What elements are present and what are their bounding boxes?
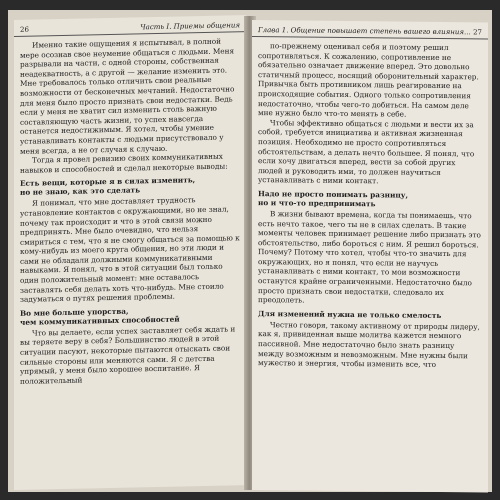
right-page xyxy=(252,20,488,492)
section-heading xyxy=(258,189,482,209)
section-heading-line: Есть вещи, которые я в силах изменить, xyxy=(20,175,196,189)
section-heading xyxy=(258,309,482,320)
left-page-body xyxy=(14,32,246,386)
section-heading-line: но и что-то предпринимать xyxy=(258,197,376,209)
section-heading-line: Для изменений нужна не только смелость xyxy=(258,308,442,320)
paragraph: Тогда я провел ревизию своих коммуникативных навыков и способностей и сделал некоторые выводы: xyxy=(20,151,228,175)
section-heading xyxy=(20,175,240,198)
paragraph: Я понимал, что мне доставляет трудность установление контактов с окружающими, но не знал, почему так происходит и что в этой связи можно предпринять. Мне было очевидно, что нельзя смириться с тем, что я не смогу общаться за помощью к кому-нибудь из моего круга общения, но эти люди и сами не обладали должными коммуникативными навыками. Я понял, что в этой ситуации был только один положительный момент: мне оставалось заставлять себя делать хоть что-нибудь. Мне стоило задуматься о путях решения проблемы. xyxy=(20,195,240,305)
left-running-head: Часть I. Приемы общения xyxy=(140,21,240,32)
section-heading-line: Надо не просто понимать разницу, xyxy=(258,188,408,200)
section-heading-line: чем коммуникативных способностей xyxy=(20,314,180,327)
paragraph: Что вы делаете, если успех заставляет себя ждать и вы теряете веру в себя? Большинство людей в этой ситуации пасуют, некоторые пытаются отыскать свои сильные стороны или меняются сами. Я с детства упрямый, у меня было хорошее воспитание. Я положительный xyxy=(20,324,236,386)
paragraph: Именно такие ощущения я испытывал, в полной мере осознав свое неумение общаться с людьми. Меня разрывали на части, с одной стороны, собственная неадекватность, а с другой — желание изменить это. Мне требовалось только отличить свои реальные возможности от бесконечных мечтаний. Недостаточно для меня было просто признать свои недостатки. Ведь если у меня не хватит сил изменить столь важную составляющую часть жизни, то успех навсегда останется недостижимым. Я хотел, чтобы умение устанавливать контакты с людьми присутствовало у меня всегда, а не от случая к случаю. xyxy=(20,36,235,156)
left-page xyxy=(14,15,246,490)
paragraph: Чтобы эффективно общаться с людьми и вести их за собой, требуется инициатива и активная жизненная позиция. Необходимо не просто сопротивляться обстоятельствам, а делать нечто большее. Я понял, что если хочу двигаться вперед, вести за собой других людей и руководить ими, то должен научиться устанавливать с ними контакт. xyxy=(258,117,475,186)
paragraph: Честно говоря, такому активному от природы лидеру, как я, привиденная выше молитва кажется немного пассивной. Мне недостаточно было знать разницу между возможным и невозможным. Мне нужны были мужество и энергия, чтобы изменить все, что xyxy=(258,320,480,370)
section-heading-line: но не знаю, как это сделать xyxy=(20,185,141,198)
paragraph: по-прежнему оценивал себя и поэтому решил сопротивляться. К сожалению, сопротивление не обязательно означает движение вперед. Это довольно статичный процесс, носящий оборонительный характер. Привычка быть противником лишь реагирование на происходящие события. Одного только сопротивления недостаточно, чтобы чего-то добиться. На самом деле мне нужно было что-то менять в себе. xyxy=(258,41,479,119)
section-heading xyxy=(20,304,240,327)
section-heading-line: Во мне больше упорства, xyxy=(20,306,129,318)
right-page-body xyxy=(252,37,488,370)
right-page-number: 27 xyxy=(473,28,482,37)
right-running-head: Глава 1. Общение повышает степень вашего влияния... xyxy=(258,26,471,37)
left-page-number: 26 xyxy=(20,25,29,34)
paragraph: В жизни бывают времена, когда ты понимаешь, что есть нечто такое, чего ты не в силах сделать. В такие моменты человек принимает решение либо признать это обстоятельство, либо бороться с ним. Я решил бороться. Почему? Потому что хотел, чтобы что-то значить для окружающих, но я понял, что если не научусь устанавливать с ними контакт, то мои возможности останутся крайне ограниченными. Недостаточно было просто признать свои недостатки, следовало их преодолеть. xyxy=(258,209,481,305)
open-book xyxy=(8,10,492,492)
